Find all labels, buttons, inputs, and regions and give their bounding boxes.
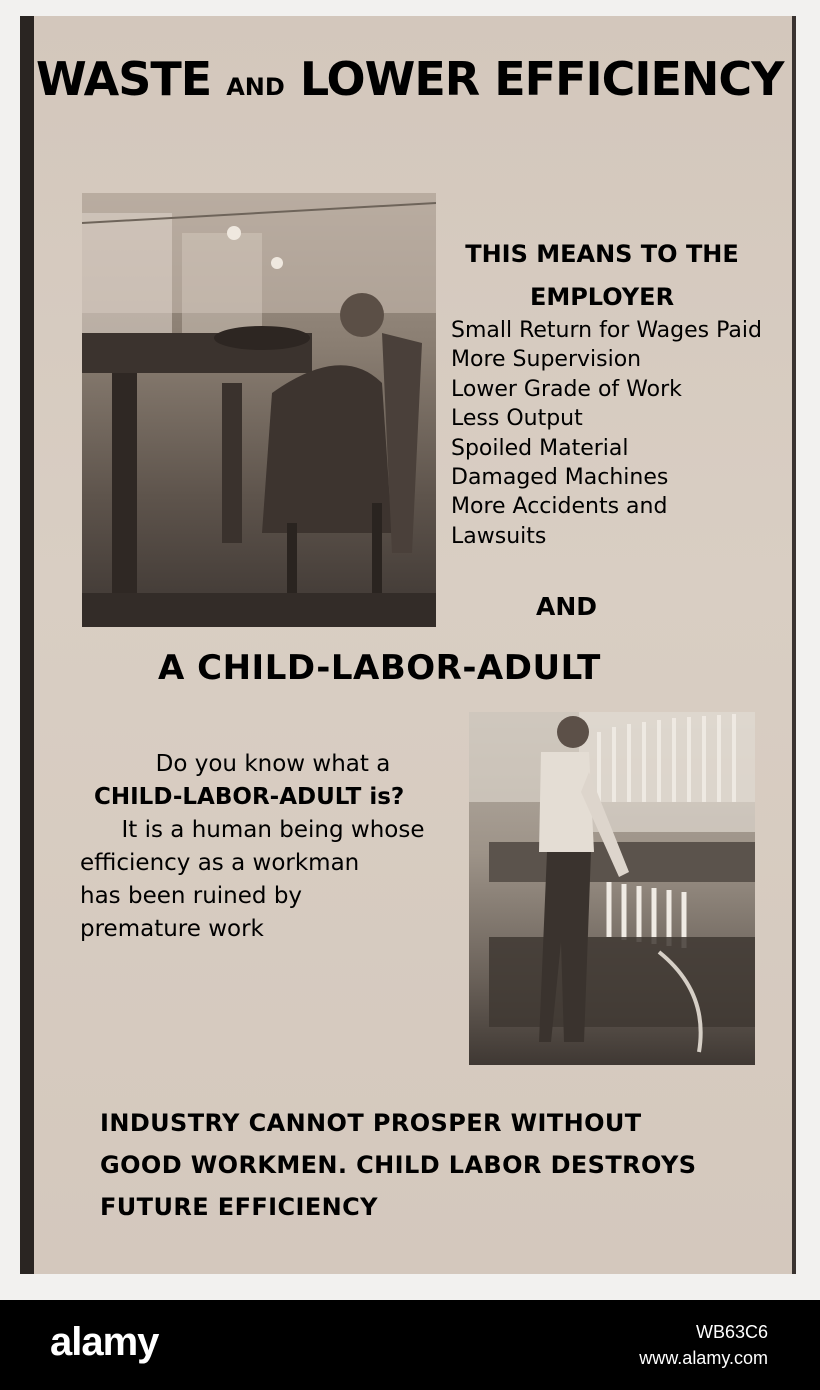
list-item: Small Return for Wages Paid: [451, 318, 762, 343]
and-connector: AND: [536, 592, 598, 621]
question-line: efficiency as a workman: [80, 850, 360, 876]
list-item: More Accidents and: [451, 494, 668, 520]
question-line: It is a human being whose: [121, 817, 425, 843]
question-line: has been ruined by: [80, 883, 303, 909]
footer-line: INDUSTRY CANNOT PROSPER WITHOUT: [100, 1109, 642, 1137]
title-part-and: AND: [226, 73, 285, 101]
list-item: Less Output: [451, 406, 583, 432]
question-line: premature work: [80, 916, 264, 942]
title-part-waste: WASTE: [36, 52, 212, 106]
list-item: Lawsuits: [451, 523, 547, 549]
photo-girl-at-machine: [82, 193, 436, 627]
employer-heading-line2: EMPLOYER: [529, 283, 675, 311]
photo-boy-illustration: [469, 712, 755, 1065]
alamy-logo: alamy: [50, 1320, 159, 1364]
stock-banner: [0, 1300, 820, 1390]
list-item: Spoiled Material: [451, 435, 629, 461]
employer-heading: [446, 232, 758, 317]
photo-boy-at-spinning-frame: [469, 712, 755, 1065]
list-item: More Supervision: [451, 347, 642, 373]
subtitle-child-labor-adult: A CHILD-LABOR-ADULT: [158, 648, 601, 688]
photo-girl-illustration: [82, 193, 436, 627]
poster-title: [36, 52, 784, 106]
question-line: Do you know what a: [155, 751, 391, 777]
question-line: CHILD-LABOR-ADULT is?: [94, 784, 405, 810]
footer-line: GOOD WORKMEN. CHILD LABOR DESTROYS: [100, 1151, 697, 1179]
title-part-efficiency: LOWER EFFICIENCY: [299, 52, 784, 106]
employer-consequences-list: [451, 316, 771, 551]
image-id: WB63C6: [695, 1322, 768, 1342]
footer-statement: [100, 1102, 750, 1228]
question-block: [80, 748, 466, 946]
footer-line: FUTURE EFFICIENCY: [100, 1193, 378, 1221]
employer-heading-line1: THIS MEANS TO THE: [465, 240, 739, 268]
list-item: Damaged Machines: [451, 465, 669, 491]
site-url: www.alamy.com: [639, 1348, 768, 1368]
list-item: Lower Grade of Work: [451, 376, 682, 402]
